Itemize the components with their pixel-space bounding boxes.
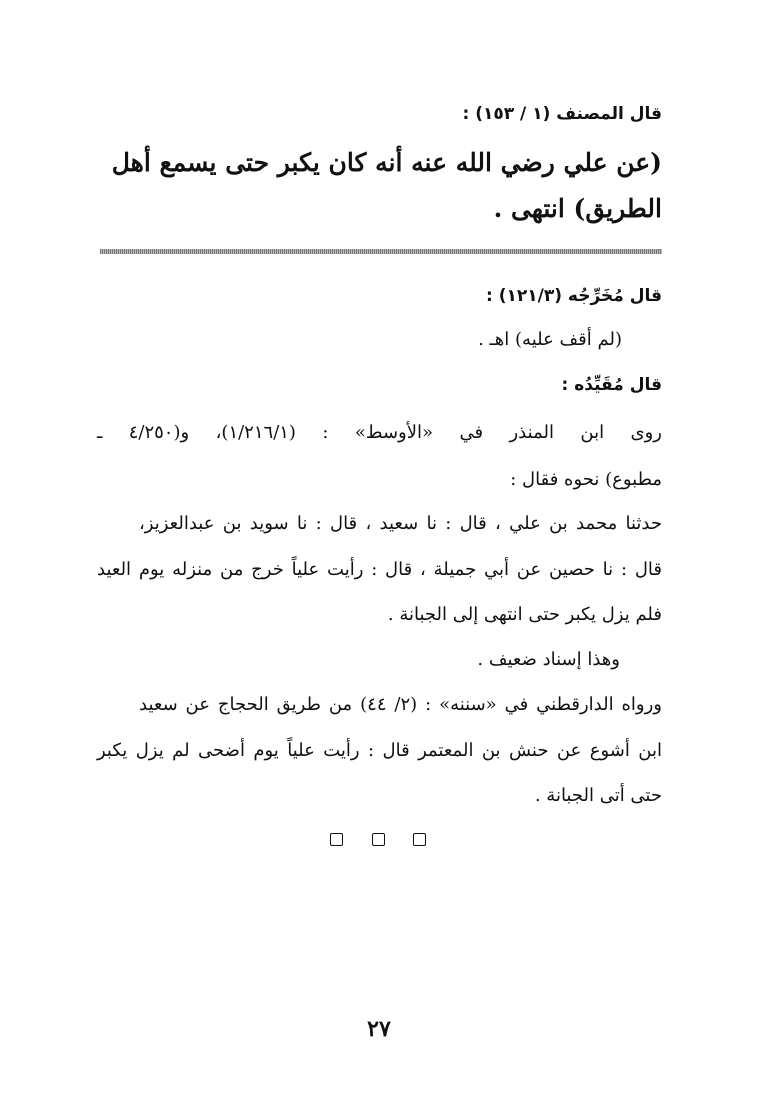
- section-heading-takhrij: قال مُخَرِّجُه (١٢١/٣) :: [485, 286, 662, 306]
- paragraph-line: مطبوع) نحوه فقال :: [510, 469, 662, 490]
- section-heading-author: قال المصنف (١ / ١٥٣) :: [462, 104, 662, 124]
- ornament-square: [330, 833, 343, 846]
- section-heading-muqayyid: قال مُقَيِّدُه :: [561, 375, 662, 395]
- paragraph-line: فلم يزل يكبر حتى انتهى إلى الجبانة .: [387, 604, 662, 625]
- paragraph-line: روى ابن المنذر في «الأوسط» : (١/٢١٦/١)، و(٤/٢٥٠ ـ: [97, 422, 663, 443]
- paragraph-line: وهذا إسناد ضعيف .: [477, 649, 620, 670]
- paragraph-line: قال : نا حصين عن أبي جميلة ، قال : رأيت علياً خرج من منزله يوم العيد: [97, 559, 662, 580]
- paragraph-line: حتى أتى الجبانة .: [534, 785, 662, 806]
- ornament-square: [413, 833, 426, 846]
- page-number: ٢٧: [367, 1016, 391, 1042]
- paragraph-line: ورواه الدارقطني في «سننه» : (٢/ ٤٤) من طريق الحجاج عن سعيد: [139, 694, 662, 715]
- paragraph-line: ابن أشوع عن حنش بن المعتمر قال : رأيت علياً يوم أضحى لم يزل يكبر: [97, 740, 662, 761]
- section-end-ornament: [330, 833, 426, 849]
- quoted-text-line-2: الطريق) انتهى .: [493, 194, 662, 223]
- paragraph-line: حدثنا محمد بن علي ، قال : نا سعيد ، قال : نا سويد بن عبدالعزيز،: [139, 513, 662, 534]
- section-divider: [100, 249, 662, 254]
- takhrij-text: (لم أقف عليه) اهـ .: [478, 329, 622, 350]
- quoted-text-line-1: (عن علي رضي الله عنه أنه كان يكبر حتى يسمع أهل: [111, 148, 662, 177]
- ornament-square: [372, 833, 385, 846]
